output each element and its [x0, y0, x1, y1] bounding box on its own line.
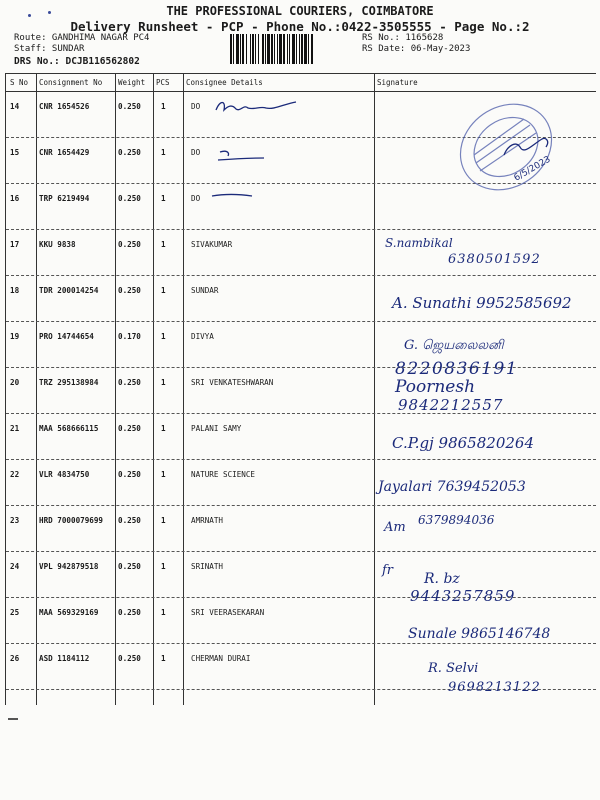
drs-number: DRS No.: DCJB116562802 — [14, 56, 140, 67]
cell-weight: 0.250 — [118, 516, 141, 525]
cell-weight: 0.250 — [118, 608, 141, 617]
cell-consignee: DO — [191, 102, 201, 111]
signature-row19-name: G. ஜெயலைலனி — [404, 338, 504, 353]
col-signature: Signature — [377, 78, 418, 87]
signature-row24-name: R. bz — [424, 571, 460, 587]
cell-consignment: KKU 9838 — [39, 240, 76, 249]
signature-row20-phone: 9842212557 — [398, 396, 504, 414]
rs-date: RS Date: 06-May-2023 — [362, 44, 471, 54]
cell-pcs: 1 — [161, 470, 166, 479]
cell-consignee: DO — [191, 148, 201, 157]
signature-row24-phone: 9443257859 — [410, 587, 516, 605]
cell-consignee: PALANI SAMY — [191, 424, 242, 433]
cell-pcs: 1 — [161, 424, 166, 433]
stamp-icon — [446, 85, 566, 205]
cell-sno: 24 — [10, 562, 20, 571]
cell-sno: 15 — [10, 148, 20, 157]
cell-consignment: VPL 942879518 — [39, 562, 99, 571]
ink-dot — [28, 14, 31, 17]
cell-consignee: DIVYA — [191, 332, 214, 341]
cell-pcs: 1 — [161, 516, 166, 525]
svg-text:6/5/2023: 6/5/2023 — [512, 154, 553, 184]
signature-row19-phone: 8220836191 — [395, 359, 519, 379]
cell-weight: 0.250 — [118, 194, 141, 203]
cell-weight: 0.250 — [118, 562, 141, 571]
cell-sno: 21 — [10, 424, 20, 433]
cell-consignment: MAA 569329169 — [39, 608, 99, 617]
cell-weight: 0.250 — [118, 378, 141, 387]
cell-consignee: SUNDAR — [191, 286, 219, 295]
cell-pcs: 1 — [161, 194, 166, 203]
rs-number: RS No.: 1165628 — [362, 33, 444, 43]
signature-row17-name: S.nambikal — [385, 236, 453, 250]
cell-consignee: DO — [191, 194, 201, 203]
signature-row18: A. Sunathi 9952585692 — [392, 294, 572, 312]
cell-weight: 0.250 — [118, 470, 141, 479]
cell-consignment: TRP 6219494 — [39, 194, 90, 203]
signature-row20-name: Poornesh — [395, 377, 476, 397]
col-weight: Weight — [118, 78, 146, 87]
cell-consignee: SRINATH — [191, 562, 224, 571]
cell-pcs: 1 — [161, 332, 166, 341]
signature-row26-phone: 9698213122 — [448, 680, 541, 695]
cell-consignment: PRO 14744654 — [39, 332, 94, 341]
signature-row17-phone: 6380501592 — [448, 252, 541, 267]
signature-row25: Sunale 9865146748 — [408, 626, 551, 642]
cell-consignee: AMRNATH — [191, 516, 224, 525]
col-pcs: PCS — [156, 78, 170, 87]
cell-pcs: 1 — [161, 240, 166, 249]
cell-weight: 0.250 — [118, 240, 141, 249]
cell-sno: 18 — [10, 286, 20, 295]
cell-consignment: CNR 1654526 — [39, 102, 90, 111]
table-row — [6, 505, 596, 552]
cell-weight: 0.250 — [118, 148, 141, 157]
ink-dot — [48, 11, 51, 14]
cell-consignment: MAA 568666115 — [39, 424, 99, 433]
cell-weight: 0.250 — [118, 102, 141, 111]
cell-pcs: 1 — [161, 562, 166, 571]
signature-row15-icon — [212, 146, 272, 166]
cell-consignee: NATURE SCIENCE — [191, 470, 256, 479]
cell-consignment: ASD 1184112 — [39, 654, 90, 663]
signature-row22: Jayalari 7639452053 — [378, 479, 526, 495]
cell-sno: 23 — [10, 516, 20, 525]
cell-consignment: HRD 7000079699 — [39, 516, 104, 525]
signature-row16-icon — [208, 188, 258, 202]
runsheet-subtitle: Delivery Runsheet - PCP - Phone No.:0422-3505555 - Page No.:2 — [70, 19, 530, 34]
cell-sno: 20 — [10, 378, 20, 387]
cell-sno: 19 — [10, 332, 20, 341]
cell-consignment: VLR 4834750 — [39, 470, 90, 479]
cell-weight: 0.170 — [118, 332, 141, 341]
staff-label: Staff: SUNDAR — [14, 44, 85, 54]
signature-row21: C.P.gj 9865820264 — [392, 434, 534, 452]
cell-weight: 0.250 — [118, 424, 141, 433]
signature-row24-mark: fr — [382, 563, 394, 578]
signature-row23-phone: 6379894036 — [418, 513, 495, 527]
cell-pcs: 1 — [161, 608, 166, 617]
cell-pcs: 1 — [161, 102, 166, 111]
cell-sno: 26 — [10, 654, 20, 663]
signature-row26-name: R. Selvi — [428, 661, 479, 676]
cell-sno: 25 — [10, 608, 20, 617]
cell-consignee: SIVAKUMAR — [191, 240, 233, 249]
cell-consignee: SRI VENKATESHWARAN — [191, 378, 274, 387]
cell-sno: 14 — [10, 102, 20, 111]
cell-pcs: 1 — [161, 654, 166, 663]
cell-consignee: SRI VEERASEKARAN — [191, 608, 265, 617]
signature-row23-name: Am — [384, 520, 406, 535]
cell-consignment: TRZ 295138984 — [39, 378, 99, 387]
signature-row14-icon — [212, 96, 302, 118]
col-consignment: Consignment No — [39, 78, 103, 87]
ink-mark — [8, 718, 18, 720]
route-label: Route: GANDHIMA NAGAR PC4 — [14, 33, 150, 43]
cell-weight: 0.250 — [118, 286, 141, 295]
col-consignee: Consignee Details — [186, 78, 263, 87]
cell-weight: 0.250 — [118, 654, 141, 663]
cell-consignee: CHERMAN DURAI — [191, 654, 251, 663]
cell-consignment: TDR 200014254 — [39, 286, 99, 295]
cell-pcs: 1 — [161, 378, 166, 387]
barcode-icon — [230, 34, 358, 64]
col-sno: S No — [10, 78, 29, 87]
company-title: THE PROFESSIONAL COURIERS, COIMBATORE — [166, 4, 434, 18]
cell-pcs: 1 — [161, 286, 166, 295]
cell-sno: 16 — [10, 194, 20, 203]
cell-consignment: CNR 1654429 — [39, 148, 90, 157]
cell-sno: 17 — [10, 240, 20, 249]
cell-sno: 22 — [10, 470, 20, 479]
cell-pcs: 1 — [161, 148, 166, 157]
